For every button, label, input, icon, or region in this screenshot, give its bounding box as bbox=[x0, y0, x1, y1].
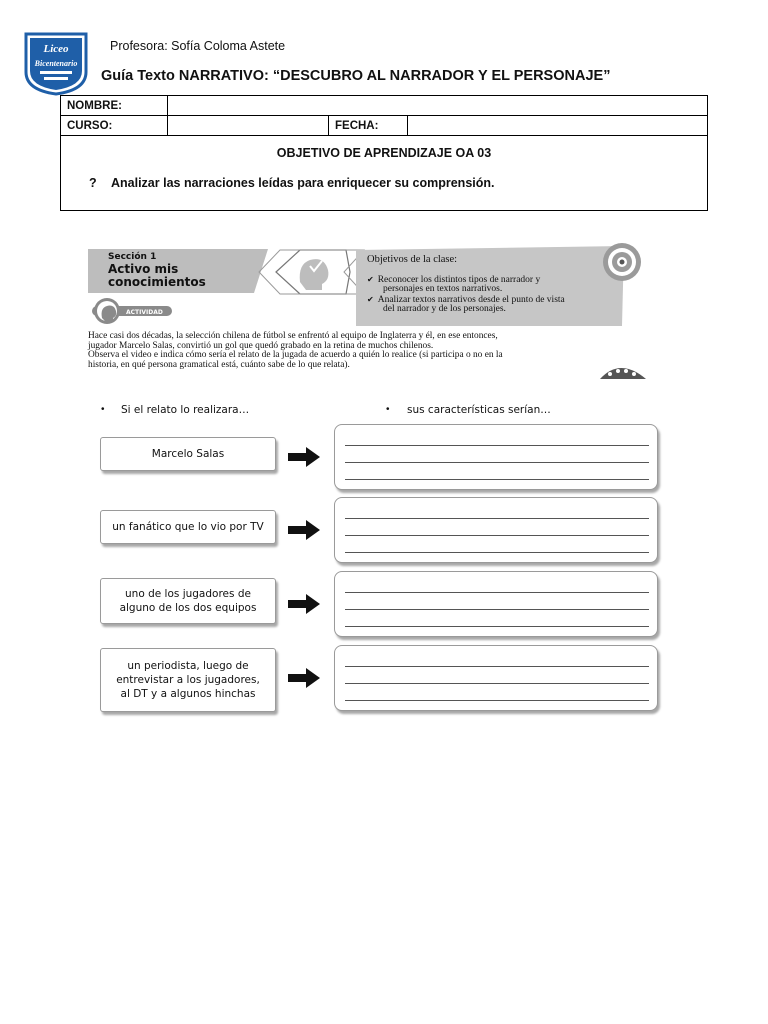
right-column-header: sus características serían… bbox=[407, 404, 551, 416]
bullet-icon: • bbox=[386, 404, 390, 415]
paragraph-line: historia, en qué persona gramatical está, cuánto sabe de lo que relata). bbox=[88, 359, 350, 370]
answer-line[interactable] bbox=[345, 535, 649, 536]
narrator-text: un periodista, luego de bbox=[127, 660, 249, 672]
teacher-name: Profesora: Sofía Coloma Astete bbox=[110, 39, 286, 53]
answer-line[interactable] bbox=[345, 445, 649, 446]
answer-box-3[interactable] bbox=[334, 571, 658, 637]
paragraph-line: jugador Marcelo Salas, convirtió un gol que quedó grabado en la retina de muchos chilenos. bbox=[88, 340, 434, 351]
class-objectives-title: Objetivos de la clase: bbox=[367, 254, 458, 265]
bullet-icon: • bbox=[101, 404, 105, 415]
answer-line[interactable] bbox=[345, 518, 649, 519]
answer-line[interactable] bbox=[345, 552, 649, 553]
name-label: NOMBRE: bbox=[61, 96, 168, 116]
course-label: CURSO: bbox=[61, 116, 168, 136]
narrator-text: al DT y a algunos hinchas bbox=[120, 688, 256, 700]
arrow-right-icon bbox=[288, 447, 320, 467]
answer-line[interactable] bbox=[345, 479, 649, 480]
svg-text:Liceo: Liceo bbox=[43, 43, 69, 55]
left-column-header: Si el relato lo realizara… bbox=[121, 404, 250, 416]
narrator-text: entrevistar a los jugadores, bbox=[116, 674, 260, 686]
narrator-text: un fanático que lo vio por TV bbox=[112, 521, 264, 533]
arrow-right-icon bbox=[288, 520, 320, 540]
learning-objective-box bbox=[60, 136, 708, 211]
svg-text:Bicentenario: Bicentenario bbox=[34, 59, 78, 68]
narrator-box-2 bbox=[100, 510, 276, 544]
answer-box-2[interactable] bbox=[334, 497, 658, 563]
objective-title: OBJETIVO DE APRENDIZAJE OA 03 bbox=[276, 146, 492, 160]
narrator-box-4 bbox=[100, 648, 276, 712]
check-icon: ✔ bbox=[367, 295, 374, 304]
answer-line[interactable] bbox=[345, 592, 649, 593]
answer-line[interactable] bbox=[345, 666, 649, 667]
narrator-text: uno de los jugadores de bbox=[125, 588, 251, 600]
arrow-right-icon bbox=[288, 594, 320, 614]
class-objective-2-cont: del narrador y de los personajes. bbox=[383, 304, 506, 314]
school-logo bbox=[24, 32, 88, 96]
answer-line[interactable] bbox=[345, 700, 649, 701]
activity-label: ACTIVIDAD bbox=[126, 309, 163, 316]
answer-line[interactable] bbox=[345, 683, 649, 684]
course-field[interactable] bbox=[168, 116, 329, 136]
textbook-excerpt bbox=[88, 238, 648, 380]
objective-bullet: ? bbox=[89, 176, 97, 190]
check-icon: ✔ bbox=[367, 275, 374, 284]
class-objective-1: ✔ Reconocer los distintos tipos de narrador y bbox=[367, 275, 541, 285]
class-objective-1-cont: personajes en textos narrativos. bbox=[383, 284, 503, 294]
class-objective-2: ✔ Analizar textos narrativos desde el punto de vista bbox=[367, 295, 565, 305]
paragraph-line: Observa el video e indica cómo sería el relato de la jugada de acuerdo a quién lo realice (si participa o no en la bbox=[88, 350, 503, 361]
answer-line[interactable] bbox=[345, 609, 649, 610]
objective-text: Analizar las narraciones leídas para enriquecer su comprensión. bbox=[111, 176, 495, 190]
answer-line[interactable] bbox=[345, 626, 649, 627]
narrator-text: alguno de los dos equipos bbox=[119, 602, 257, 614]
answer-box-4[interactable] bbox=[334, 645, 658, 711]
section-heading-line2: conocimientos bbox=[108, 275, 206, 289]
narrator-box-3 bbox=[100, 578, 276, 624]
guide-title: Guía Texto NARRATIVO: “DESCUBRO AL NARRADOR Y EL PERSONAJE” bbox=[101, 68, 611, 84]
section-label: Sección 1 bbox=[108, 252, 157, 262]
answer-line[interactable] bbox=[345, 462, 649, 463]
student-info-table bbox=[60, 95, 708, 136]
date-field[interactable] bbox=[408, 116, 708, 136]
section-heading-line1: Activo mis bbox=[108, 262, 179, 276]
narrator-box-1 bbox=[100, 437, 276, 471]
arrow-right-icon bbox=[288, 668, 320, 688]
date-label: FECHA: bbox=[329, 116, 408, 136]
activity-paragraph bbox=[88, 332, 616, 370]
answer-box-1[interactable] bbox=[334, 424, 658, 490]
paragraph-line: Hace casi dos décadas, la selección chilena de fútbol se enfrentó al equipo de Inglaterra y él, en ese entonces, bbox=[88, 331, 498, 341]
name-field[interactable] bbox=[168, 96, 708, 116]
narrator-text: Marcelo Salas bbox=[151, 448, 225, 460]
